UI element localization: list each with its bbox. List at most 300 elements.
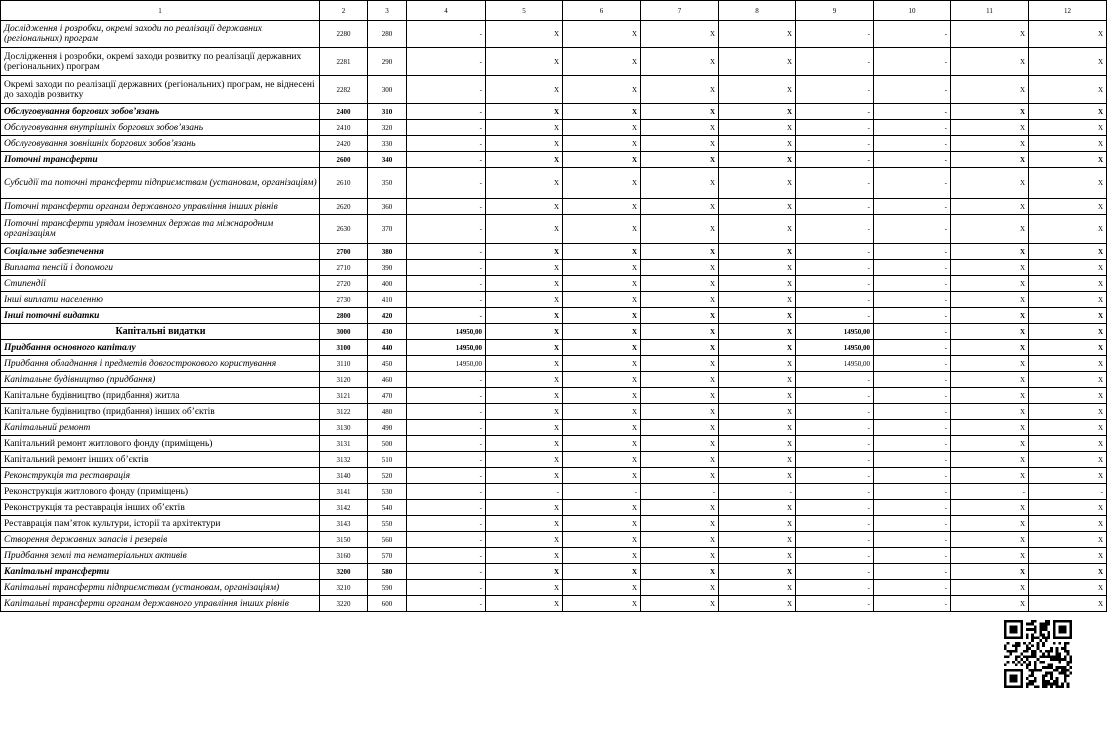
value-cell: X: [563, 452, 641, 468]
value-cell: X: [486, 244, 563, 260]
value-cell: -: [407, 104, 486, 120]
value-cell: X: [486, 76, 563, 104]
table-row: [1, 420, 1107, 436]
value-cell: X: [641, 580, 719, 596]
value-cell: X: [1029, 276, 1107, 292]
column-header-11: 11: [951, 1, 1029, 21]
value-cell: -: [407, 500, 486, 516]
line-number-cell: 580: [368, 564, 407, 580]
value-cell: X: [486, 276, 563, 292]
value-cell: X: [719, 388, 796, 404]
value-cell: X: [486, 580, 563, 596]
value-cell: -: [796, 372, 874, 388]
value-cell: -: [407, 388, 486, 404]
value-cell: -: [874, 292, 951, 308]
value-cell: X: [641, 308, 719, 324]
value-cell: X: [719, 372, 796, 388]
table-row: [1, 372, 1107, 388]
row-label: Придбання обладнання і предметів довгострокового користування: [1, 356, 320, 372]
line-number-cell: 280: [368, 21, 407, 48]
value-cell: -: [796, 452, 874, 468]
value-cell: -: [407, 468, 486, 484]
column-header-3: 3: [368, 1, 407, 21]
value-cell: -: [874, 215, 951, 244]
value-cell: -: [796, 308, 874, 324]
row-label: Інші виплати населенню: [1, 292, 320, 308]
value-cell: X: [719, 532, 796, 548]
value-cell: -: [796, 436, 874, 452]
value-cell: X: [641, 372, 719, 388]
code-cell: 2400: [320, 104, 368, 120]
value-cell: X: [951, 324, 1029, 340]
value-cell: X: [951, 120, 1029, 136]
value-cell: -: [796, 548, 874, 564]
value-cell: -: [407, 276, 486, 292]
table-row: [1, 276, 1107, 292]
line-number-cell: 420: [368, 308, 407, 324]
value-cell: X: [563, 436, 641, 452]
value-cell: X: [563, 596, 641, 612]
value-cell: X: [719, 276, 796, 292]
value-cell: X: [951, 580, 1029, 596]
line-number-cell: 360: [368, 199, 407, 215]
code-cell: 3210: [320, 580, 368, 596]
line-number-cell: 520: [368, 468, 407, 484]
line-number-cell: 300: [368, 76, 407, 104]
value-cell: X: [641, 404, 719, 420]
value-cell: X: [1029, 324, 1107, 340]
table-row: [1, 168, 1107, 199]
value-cell: X: [641, 532, 719, 548]
column-header-5: 5: [486, 1, 563, 21]
value-cell: X: [563, 580, 641, 596]
table-row: [1, 21, 1107, 48]
table-row: [1, 468, 1107, 484]
line-number-cell: 430: [368, 324, 407, 340]
value-cell: -: [874, 104, 951, 120]
line-number-cell: 460: [368, 372, 407, 388]
row-label: Реконструкція житлового фонду (приміщень): [1, 484, 320, 500]
value-cell: X: [563, 215, 641, 244]
value-cell: X: [1029, 215, 1107, 244]
value-cell: X: [563, 21, 641, 48]
table-row: [1, 199, 1107, 215]
value-cell: X: [563, 388, 641, 404]
value-cell: X: [951, 436, 1029, 452]
value-cell: X: [719, 596, 796, 612]
value-cell: X: [563, 152, 641, 168]
value-cell: X: [951, 292, 1029, 308]
value-cell: X: [486, 260, 563, 276]
value-cell: -: [407, 152, 486, 168]
row-label: Реконструкція та реставрація: [1, 468, 320, 484]
row-label: Соціальне забезпечення: [1, 244, 320, 260]
value-cell: X: [486, 404, 563, 420]
row-label: Реконструкція та реставрація інших об’єктів: [1, 500, 320, 516]
value-cell: -: [874, 500, 951, 516]
value-cell: X: [563, 404, 641, 420]
value-cell: X: [641, 468, 719, 484]
value-cell: X: [1029, 308, 1107, 324]
table-row: [1, 324, 1107, 340]
value-cell: X: [951, 404, 1029, 420]
value-cell: X: [641, 244, 719, 260]
value-cell: -: [874, 372, 951, 388]
value-cell: X: [719, 436, 796, 452]
value-cell: X: [486, 215, 563, 244]
column-header-9: 9: [796, 1, 874, 21]
value-cell: X: [719, 564, 796, 580]
value-cell: X: [563, 168, 641, 199]
value-cell: X: [486, 388, 563, 404]
code-cell: 2630: [320, 215, 368, 244]
value-cell: X: [951, 48, 1029, 76]
code-cell: 2600: [320, 152, 368, 168]
value-cell: -: [796, 420, 874, 436]
value-cell: X: [486, 452, 563, 468]
value-cell: X: [719, 215, 796, 244]
value-cell: -: [874, 404, 951, 420]
value-cell: -: [407, 308, 486, 324]
value-cell: X: [641, 500, 719, 516]
value-cell: X: [486, 292, 563, 308]
row-label: Обслуговування боргових зобов’язань: [1, 104, 320, 120]
value-cell: X: [1029, 436, 1107, 452]
row-label: Дослідження і розробки, окремі заходи по реалізації державних (регіональних) програм: [1, 21, 320, 48]
code-cell: 2410: [320, 120, 368, 136]
value-cell: X: [951, 468, 1029, 484]
value-cell: -: [407, 21, 486, 48]
row-label: Капітальне будівництво (придбання) інших об’єктів: [1, 404, 320, 420]
column-header-7: 7: [641, 1, 719, 21]
value-cell: X: [563, 136, 641, 152]
value-cell: X: [1029, 564, 1107, 580]
value-cell: X: [563, 244, 641, 260]
value-cell: -: [796, 484, 874, 500]
value-cell: X: [486, 356, 563, 372]
code-cell: 2280: [320, 21, 368, 48]
value-cell: X: [951, 532, 1029, 548]
value-cell: X: [719, 152, 796, 168]
line-number-cell: 450: [368, 356, 407, 372]
value-cell: -: [874, 152, 951, 168]
value-cell: -: [796, 388, 874, 404]
line-number-cell: 330: [368, 136, 407, 152]
value-cell: X: [1029, 136, 1107, 152]
row-label: Капітальний ремонт інших об’єктів: [1, 452, 320, 468]
value-cell: X: [563, 564, 641, 580]
code-cell: 3142: [320, 500, 368, 516]
line-number-cell: 540: [368, 500, 407, 516]
table-row: [1, 48, 1107, 76]
value-cell: -: [796, 21, 874, 48]
line-number-cell: 290: [368, 48, 407, 76]
value-cell: 14950,00: [796, 340, 874, 356]
value-cell: X: [1029, 48, 1107, 76]
column-header-12: 12: [1029, 1, 1107, 21]
value-cell: X: [951, 244, 1029, 260]
value-cell: X: [951, 168, 1029, 199]
value-cell: X: [486, 436, 563, 452]
row-label: Реставрація пам’яток культури, історії та архітектури: [1, 516, 320, 532]
table-row: [1, 596, 1107, 612]
table-row: [1, 244, 1107, 260]
value-cell: -: [407, 372, 486, 388]
table-row: [1, 516, 1107, 532]
value-cell: X: [1029, 372, 1107, 388]
value-cell: X: [951, 308, 1029, 324]
value-cell: X: [486, 308, 563, 324]
value-cell: -: [407, 244, 486, 260]
code-cell: 3131: [320, 436, 368, 452]
value-cell: X: [719, 548, 796, 564]
value-cell: -: [874, 308, 951, 324]
value-cell: X: [719, 308, 796, 324]
code-cell: 2730: [320, 292, 368, 308]
value-cell: X: [719, 324, 796, 340]
code-cell: 3121: [320, 388, 368, 404]
value-cell: X: [1029, 404, 1107, 420]
value-cell: X: [719, 104, 796, 120]
value-cell: -: [874, 532, 951, 548]
value-cell: X: [563, 516, 641, 532]
column-header-10: 10: [874, 1, 951, 21]
value-cell: X: [641, 276, 719, 292]
value-cell: X: [719, 136, 796, 152]
value-cell: X: [1029, 292, 1107, 308]
row-label: Придбання землі та нематеріальних активів: [1, 548, 320, 564]
value-cell: -: [407, 516, 486, 532]
table-row: [1, 388, 1107, 404]
table-row: [1, 548, 1107, 564]
value-cell: -: [874, 596, 951, 612]
row-label: Поточні трансферти органам державного управління інших рівнів: [1, 199, 320, 215]
value-cell: X: [1029, 104, 1107, 120]
value-cell: -: [407, 48, 486, 76]
value-cell: X: [719, 452, 796, 468]
value-cell: X: [1029, 548, 1107, 564]
value-cell: X: [1029, 244, 1107, 260]
value-cell: X: [1029, 168, 1107, 199]
value-cell: -: [874, 136, 951, 152]
table-row: [1, 104, 1107, 120]
value-cell: -: [874, 120, 951, 136]
value-cell: -: [719, 484, 796, 500]
row-label: Капітальні трансферти підприємствам (установам, організаціям): [1, 580, 320, 596]
value-cell: X: [641, 548, 719, 564]
value-cell: -: [796, 199, 874, 215]
code-cell: 3141: [320, 484, 368, 500]
value-cell: -: [874, 548, 951, 564]
value-cell: X: [951, 596, 1029, 612]
column-number-header-row: [1, 1, 1107, 21]
value-cell: X: [641, 48, 719, 76]
table-row: [1, 532, 1107, 548]
value-cell: X: [719, 168, 796, 199]
value-cell: X: [951, 516, 1029, 532]
value-cell: -: [796, 260, 874, 276]
value-cell: X: [1029, 356, 1107, 372]
row-label: Окремі заходи по реалізації державних (регіональних) програм, не віднесені до заходів розвитку: [1, 76, 320, 104]
table-row: [1, 152, 1107, 168]
value-cell: -: [407, 420, 486, 436]
value-cell: X: [563, 199, 641, 215]
value-cell: 14950,00: [407, 340, 486, 356]
value-cell: -: [796, 48, 874, 76]
value-cell: -: [407, 436, 486, 452]
value-cell: X: [641, 152, 719, 168]
code-cell: 3122: [320, 404, 368, 420]
value-cell: 14950,00: [407, 356, 486, 372]
value-cell: X: [563, 76, 641, 104]
value-cell: X: [563, 308, 641, 324]
value-cell: X: [563, 104, 641, 120]
table-row: [1, 340, 1107, 356]
row-label: Поточні трансферти урядам іноземних держав та міжнародним організаціям: [1, 215, 320, 244]
value-cell: X: [719, 580, 796, 596]
value-cell: X: [563, 260, 641, 276]
table-row: [1, 580, 1107, 596]
value-cell: -: [407, 548, 486, 564]
row-label: Придбання основного капіталу: [1, 340, 320, 356]
table-row: [1, 484, 1107, 500]
value-cell: X: [719, 500, 796, 516]
value-cell: X: [719, 340, 796, 356]
value-cell: X: [563, 500, 641, 516]
value-cell: X: [641, 324, 719, 340]
table-row: [1, 436, 1107, 452]
value-cell: -: [641, 484, 719, 500]
value-cell: -: [874, 420, 951, 436]
column-header-4: 4: [407, 1, 486, 21]
code-cell: 2420: [320, 136, 368, 152]
value-cell: X: [486, 516, 563, 532]
value-cell: X: [641, 260, 719, 276]
table-row: [1, 136, 1107, 152]
row-label: Виплата пенсій і допомоги: [1, 260, 320, 276]
row-label: Дослідження і розробки, окремі заходи розвитку по реалізації державних (регіональних) програм: [1, 48, 320, 76]
line-number-cell: 310: [368, 104, 407, 120]
value-cell: X: [719, 404, 796, 420]
row-label: Капітальні видатки: [1, 324, 320, 340]
value-cell: X: [641, 199, 719, 215]
line-number-cell: 490: [368, 420, 407, 436]
line-number-cell: 440: [368, 340, 407, 356]
row-label: Створення державних запасів і резервів: [1, 532, 320, 548]
value-cell: -: [796, 76, 874, 104]
value-cell: -: [874, 324, 951, 340]
value-cell: -: [874, 436, 951, 452]
value-cell: -: [796, 152, 874, 168]
code-cell: 2710: [320, 260, 368, 276]
value-cell: -: [874, 484, 951, 500]
line-number-cell: 320: [368, 120, 407, 136]
line-number-cell: 480: [368, 404, 407, 420]
table-row: [1, 260, 1107, 276]
row-label: Поточні трансферти: [1, 152, 320, 168]
code-cell: 3200: [320, 564, 368, 580]
value-cell: -: [407, 120, 486, 136]
value-cell: X: [951, 276, 1029, 292]
line-number-cell: 410: [368, 292, 407, 308]
value-cell: X: [563, 420, 641, 436]
code-cell: 3220: [320, 596, 368, 612]
value-cell: -: [951, 484, 1029, 500]
column-header-2: 2: [320, 1, 368, 21]
value-cell: X: [1029, 420, 1107, 436]
value-cell: X: [641, 21, 719, 48]
value-cell: X: [486, 104, 563, 120]
value-cell: X: [951, 372, 1029, 388]
value-cell: X: [486, 136, 563, 152]
value-cell: X: [719, 21, 796, 48]
table-body: [1, 1, 1107, 612]
value-cell: X: [719, 292, 796, 308]
value-cell: X: [563, 340, 641, 356]
code-cell: 3100: [320, 340, 368, 356]
value-cell: X: [486, 152, 563, 168]
value-cell: X: [719, 356, 796, 372]
value-cell: -: [407, 596, 486, 612]
line-number-cell: 340: [368, 152, 407, 168]
value-cell: X: [563, 292, 641, 308]
line-number-cell: 400: [368, 276, 407, 292]
value-cell: X: [486, 372, 563, 388]
value-cell: X: [641, 388, 719, 404]
row-label: Інші поточні видатки: [1, 308, 320, 324]
value-cell: -: [407, 404, 486, 420]
code-cell: 3160: [320, 548, 368, 564]
value-cell: -: [796, 244, 874, 260]
code-cell: 2282: [320, 76, 368, 104]
value-cell: X: [563, 468, 641, 484]
value-cell: X: [951, 500, 1029, 516]
value-cell: -: [874, 516, 951, 532]
line-number-cell: 560: [368, 532, 407, 548]
row-label: Капітальні трансферти: [1, 564, 320, 580]
value-cell: X: [486, 21, 563, 48]
row-label: Обслуговування зовнішніх боргових зобов’язань: [1, 136, 320, 152]
table-row: [1, 564, 1107, 580]
value-cell: X: [951, 548, 1029, 564]
row-label: Капітальне будівництво (придбання): [1, 372, 320, 388]
line-number-cell: 390: [368, 260, 407, 276]
value-cell: X: [486, 596, 563, 612]
value-cell: X: [641, 516, 719, 532]
value-cell: X: [641, 168, 719, 199]
code-cell: 3120: [320, 372, 368, 388]
value-cell: X: [1029, 152, 1107, 168]
table-row: [1, 120, 1107, 136]
value-cell: X: [1029, 516, 1107, 532]
table-row: [1, 308, 1107, 324]
value-cell: -: [874, 564, 951, 580]
value-cell: -: [796, 292, 874, 308]
value-cell: -: [796, 468, 874, 484]
value-cell: X: [486, 340, 563, 356]
code-cell: 3000: [320, 324, 368, 340]
value-cell: X: [951, 76, 1029, 104]
value-cell: X: [1029, 500, 1107, 516]
value-cell: -: [874, 260, 951, 276]
line-number-cell: 600: [368, 596, 407, 612]
value-cell: -: [796, 215, 874, 244]
value-cell: X: [951, 21, 1029, 48]
value-cell: X: [641, 452, 719, 468]
row-label: Капітальні трансферти органам державного управління інших рівнів: [1, 596, 320, 612]
value-cell: X: [641, 564, 719, 580]
value-cell: X: [1029, 21, 1107, 48]
